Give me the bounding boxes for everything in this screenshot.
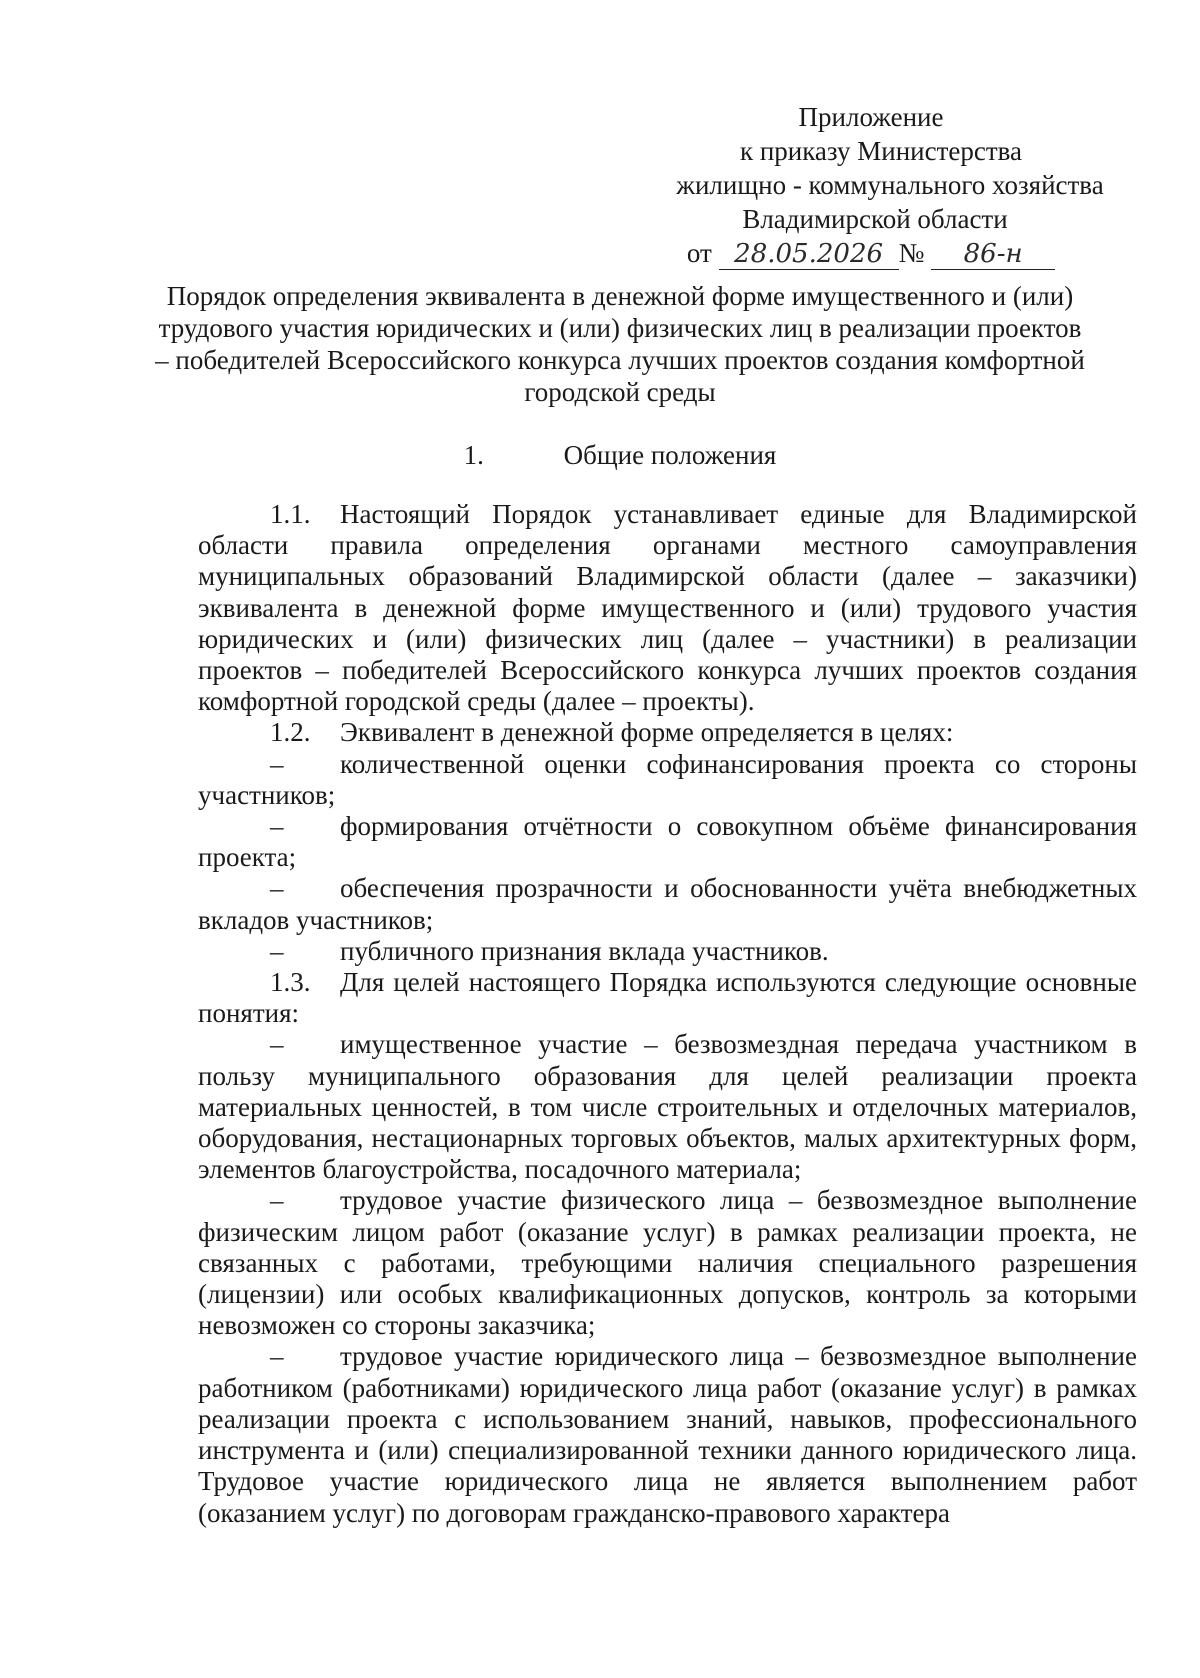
list-item-text: публичного признания вклада участников. bbox=[340, 935, 829, 966]
appendix-order-ref: к приказу Министерства bbox=[739, 136, 1023, 166]
list-item-text: имущественное участие – безвозмездная передача участником в пользу муниципального образования для целей реализации проекта материальных ценностей, в том числе строительных и отделочных материалов, оборудования, нестационарных торговых объектов, малых архитектурных форм, элементов благоустройства, посадочного материала; bbox=[198, 1029, 1137, 1185]
section-title: Общие положения bbox=[563, 440, 777, 470]
appendix-header bbox=[640, 100, 1140, 270]
list-item-text: формирования отчётности о совокупном объёме финансирования проекта; bbox=[198, 811, 1137, 873]
date-prefix: от bbox=[686, 238, 712, 268]
paragraph bbox=[198, 967, 1137, 1029]
paragraph-marker: 1.2. bbox=[270, 717, 311, 748]
document-title: Порядок определения эквивалента в денежной форме имущественного и (или) трудового участия юридических и (или) физических лиц в реализации проектов – победителей Всероссийского конкурса лучших проектов создания комфортной городской среды bbox=[155, 281, 1085, 407]
list-item bbox=[198, 1029, 1137, 1185]
list-item bbox=[198, 811, 1137, 873]
dash-marker: – bbox=[270, 1029, 284, 1060]
list-item-text: обеспечения прозрачности и обоснованности учёта внебюджетных вкладов участников; bbox=[198, 873, 1137, 935]
paragraph-marker: 1.1. bbox=[270, 499, 311, 529]
paragraph-marker: 1.3. bbox=[270, 967, 311, 998]
list-item bbox=[198, 936, 1137, 967]
dash-marker: – bbox=[270, 748, 284, 779]
appendix-ministry: жилищно - коммунального хозяйства bbox=[676, 170, 1104, 200]
paragraph-text: Настоящий Порядок устанавливает единые для Владимирской области правила определения органами местного самоуправления муниципальных образований Владимирской области (далее – заказчики) эквивалента в денежной форме имущественного и (или) трудового участия юридических и (или) физических лиц (далее – участники) в реализации проектов – победителей Всероссийского конкурса лучших проектов создания комфортной городской среды (далее – проекты). bbox=[198, 499, 1137, 717]
document-body bbox=[198, 499, 1137, 1529]
dash-marker: – bbox=[270, 873, 284, 904]
list-item-text: количественной оценки софинансирования проекта со стороны участников; bbox=[198, 748, 1137, 810]
appendix-region: Владимирской области bbox=[742, 204, 1008, 234]
list-item bbox=[198, 1341, 1137, 1528]
paragraph-text: Для целей настоящего Порядка используются следующие основные понятия: bbox=[198, 967, 1137, 1029]
section-number: 1. bbox=[463, 440, 484, 470]
dash-marker: – bbox=[270, 1185, 284, 1216]
list-item-text: трудовое участие физического лица – безвозмездное выполнение физическим лицом работ (оказание услуг) в рамках реализации проекта, не связанных с работами, требующими наличия специального разрешения (лицензии) или особых квалификационных допусков, контроль за которыми невозможен со стороны заказчика; bbox=[198, 1185, 1137, 1341]
dash-marker: – bbox=[270, 1341, 284, 1372]
dash-marker: – bbox=[270, 935, 284, 966]
paragraph-text: Эквивалент в денежной форме определяется в целях: bbox=[340, 717, 954, 748]
list-item bbox=[198, 1185, 1137, 1341]
list-item bbox=[198, 749, 1137, 811]
list-item-text: трудовое участие юридического лица – безвозмездное выполнение работником (работниками) юридического лица работ (оказание услуг) в рамках реализации проекта с использованием знаний, навыков, профессионального инструмента и (или) специализированной техники данного юридического лица. Трудовое участие юридического лица не является выполнением работ (оказанием услуг) по договорам гражданско-правового характера bbox=[198, 1341, 1137, 1528]
number-prefix: № bbox=[898, 238, 925, 268]
section-heading bbox=[150, 438, 1090, 472]
dash-marker: – bbox=[270, 811, 284, 842]
paragraph bbox=[198, 717, 1137, 748]
list-item bbox=[198, 873, 1137, 935]
handwritten-date: 28.05.2026 bbox=[719, 239, 899, 270]
appendix-date-line bbox=[602, 236, 1140, 270]
paragraph bbox=[198, 499, 1137, 717]
handwritten-number: 86-н bbox=[931, 239, 1055, 270]
appendix-label: Приложение bbox=[798, 102, 944, 132]
